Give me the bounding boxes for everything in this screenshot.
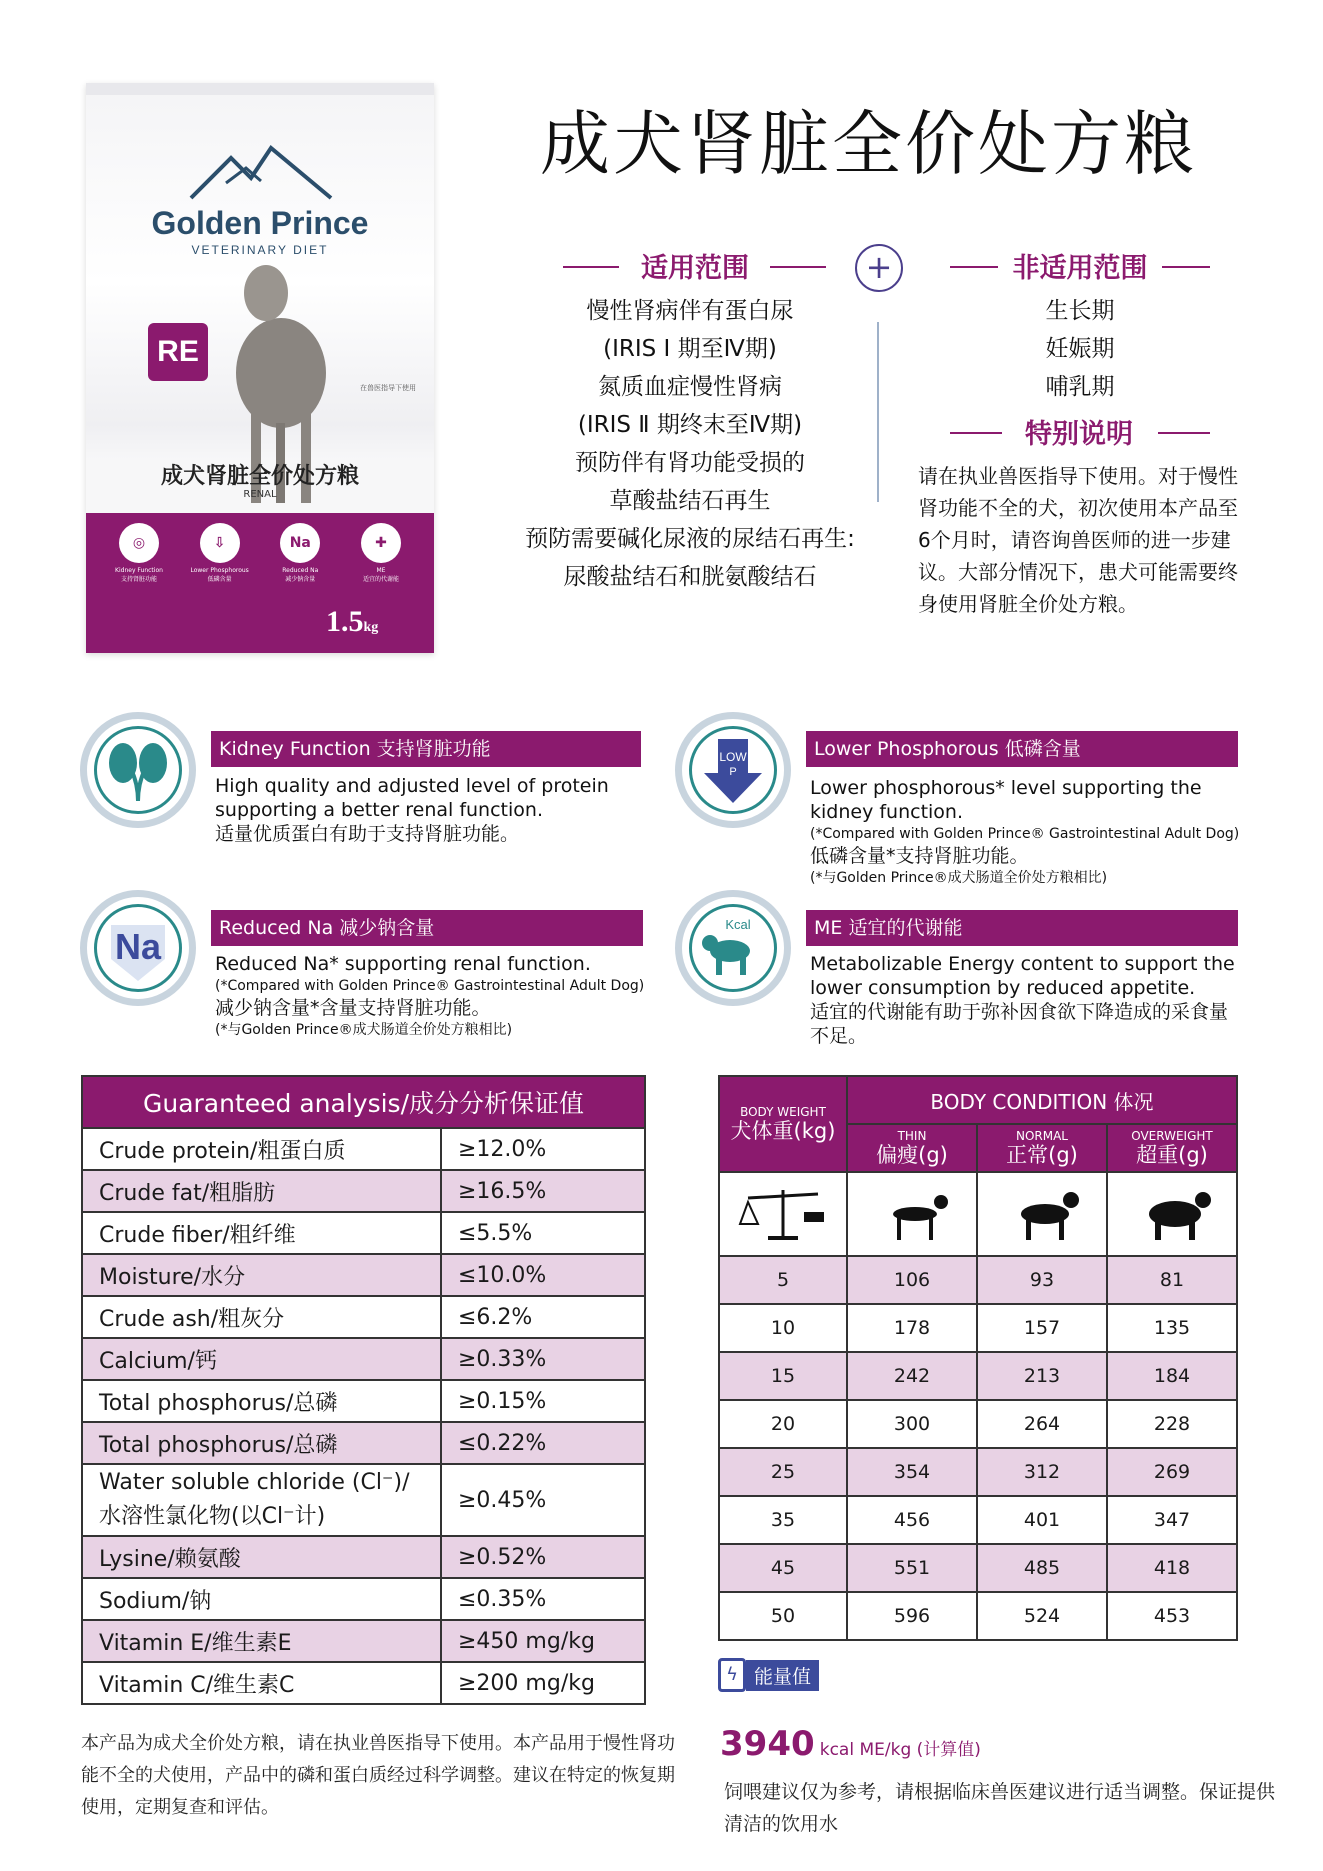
nutrient-value: ≤10.0% — [441, 1254, 645, 1296]
nutrient-value: ≥0.52% — [441, 1536, 645, 1578]
table-row — [719, 1256, 1237, 1304]
energy-number: 3940 — [720, 1724, 815, 1764]
bag-seal — [86, 83, 434, 95]
battery-icon: ϟ — [718, 1658, 746, 1692]
table-row — [82, 1170, 645, 1212]
cell: 269 — [1107, 1448, 1237, 1496]
nutrient-name: Total phosphorus/总磷 — [82, 1422, 441, 1464]
cell: 485 — [977, 1544, 1107, 1592]
scale-icon-cell — [719, 1172, 847, 1256]
feature-note: (*Compared with Golden Prince® Gastrointestinal Adult Dog) — [215, 978, 645, 994]
table-row — [82, 1662, 645, 1704]
heading-rule — [1158, 432, 1210, 434]
bag-product-title: 成犬肾脏全价处方粮 — [160, 464, 359, 489]
nutrient-value: ≥16.5% — [441, 1170, 645, 1212]
nutrient-value: ≥12.0% — [441, 1128, 645, 1170]
cell: 418 — [1107, 1544, 1237, 1592]
table-row — [82, 1464, 645, 1536]
list-item: 哺乳期 — [1045, 374, 1115, 400]
table-row — [719, 1592, 1237, 1640]
low-p-icon — [689, 726, 777, 814]
bag-feature-icons — [104, 523, 416, 583]
cell: 35 — [719, 1496, 847, 1544]
cell: 228 — [1107, 1400, 1237, 1448]
list-item: 预防需要碱化尿液的尿结石再生: — [525, 526, 855, 552]
cell: 312 — [977, 1448, 1107, 1496]
cell: 347 — [1107, 1496, 1237, 1544]
re-badge: RE — [148, 323, 208, 381]
feature-text-kidney — [215, 774, 645, 846]
heading-rule — [950, 432, 1002, 434]
feature-title-energy: ME 适宜的代谢能 — [806, 910, 1238, 946]
special-note-text: 请在执业兽医指导下使用。对于慢性肾功能不全的犬，初次使用本产品至6个月时，请咨询兽医师的进一步建议。大部分情况下，患犬可能需要终身使用肾脏全价处方粮。 — [918, 464, 1238, 616]
table-row — [719, 1400, 1237, 1448]
kcal-label: Kcal — [725, 917, 751, 932]
feature-title-sodium: Reduced Na 减少钠含量 — [211, 910, 643, 946]
bag-brand-subtitle: VETERINARY DIET — [191, 243, 329, 257]
col-en: OVERWEIGHT — [1131, 1128, 1213, 1143]
page-title: 成犬肾脏全价处方粮 — [540, 103, 1197, 185]
col-thin — [847, 1124, 977, 1172]
p-label: P — [729, 766, 737, 778]
table-row — [82, 1620, 645, 1662]
bag-icon-label: Reduced Na 减少钠含量 — [282, 567, 319, 583]
cell: 25 — [719, 1448, 847, 1496]
col-cn: 超重(g) — [1136, 1142, 1208, 1167]
sodium-icon: Na — [280, 523, 320, 563]
table-row — [719, 1304, 1237, 1352]
energy-icon: ✚ — [361, 523, 401, 563]
bag-icon-sodium — [265, 523, 335, 583]
cell: 300 — [847, 1400, 977, 1448]
cell: 264 — [977, 1400, 1107, 1448]
special-heading: 特别说明 — [1025, 419, 1133, 450]
kidney-icon — [94, 726, 182, 814]
feature-line: 适宜的代谢能有助于弥补因食欲下降造成的采食量不足。 — [810, 1001, 1229, 1047]
col-en: THIN — [897, 1128, 927, 1143]
heading-rule — [563, 266, 619, 268]
analysis-table — [81, 1075, 646, 1705]
cell: 93 — [977, 1256, 1107, 1304]
cell: 157 — [977, 1304, 1107, 1352]
nutrient-value: ≤6.2% — [441, 1296, 645, 1338]
thin-dog-cell — [847, 1172, 977, 1256]
nutrient-value: ≥0.15% — [441, 1380, 645, 1422]
weight-header — [719, 1076, 847, 1172]
table-row — [82, 1212, 645, 1254]
normal-dog-icon — [997, 1182, 1087, 1242]
table-row — [719, 1352, 1237, 1400]
table-row — [719, 1448, 1237, 1496]
table-row — [82, 1128, 645, 1170]
col-normal — [977, 1124, 1107, 1172]
na-label: Na — [114, 926, 162, 967]
nutrient-name: Crude ash/粗灰分 — [82, 1296, 441, 1338]
heading-rule — [1162, 266, 1210, 268]
list-item: 预防伴有肾功能受损的 — [575, 450, 805, 476]
kidney-feature-icon — [80, 712, 196, 828]
bag-weight — [326, 605, 378, 639]
col-overweight — [1107, 1124, 1237, 1172]
normal-dog-cell — [977, 1172, 1107, 1256]
plus-icon: + — [855, 244, 903, 292]
overweight-dog-cell — [1107, 1172, 1237, 1256]
nutrient-name: Calcium/钙 — [82, 1338, 441, 1380]
nutrient-value: ≥200 mg/kg — [441, 1662, 645, 1704]
low-phosphorus-feature-icon — [675, 712, 791, 828]
list-item: 草酸盐结石再生 — [609, 488, 771, 514]
sodium-feature-icon — [80, 890, 196, 1006]
analysis-footnote: 本产品为成犬全价处方粮，请在执业兽医指导下使用。本产品用于慢性肾功能不全的犬使用，产品中的磷和蛋白质经过科学调整。建议在特定的恢复期使用，定期复查和评估。 — [81, 1733, 675, 1818]
kidney-icon: ◎ — [119, 523, 159, 563]
feature-text-phosphorus — [810, 776, 1240, 888]
nutrient-name: Water soluble chloride (Cl⁻)/ 水溶性氯化物(以Cl⁻计) — [82, 1464, 441, 1536]
feature-line: 减少钠含量*含量支持肾脏功能。 — [215, 997, 491, 1019]
feature-line: Lower phosphorous* level supporting the kidney function. — [810, 777, 1202, 823]
list-item: 氮质血症慢性肾病 — [598, 374, 782, 400]
nutrient-name: Moisture/水分 — [82, 1254, 441, 1296]
list-item: 慢性肾病伴有蛋白尿 — [586, 298, 794, 324]
table-row — [82, 1254, 645, 1296]
cell: 20 — [719, 1400, 847, 1448]
bag-product-subtitle: RENAL — [243, 489, 277, 500]
feature-line: High quality and adjusted level of protein supporting a better renal function. — [215, 775, 609, 821]
energy-label: 能量值 — [746, 1660, 819, 1691]
kidney-icon-graphic — [97, 729, 179, 811]
feature-line: Reduced Na* supporting renal function. — [215, 953, 591, 975]
feeding-note: 饲喂建议仅为参考，请根据临床兽医建议进行适当调整。保证提供清洁的饮用水 — [724, 1781, 1276, 1835]
applicable-list — [510, 292, 870, 596]
nutrient-value: ≤5.5% — [441, 1212, 645, 1254]
nutrient-value: ≥0.33% — [441, 1338, 645, 1380]
cell: 178 — [847, 1304, 977, 1352]
cell: 354 — [847, 1448, 977, 1496]
cell: 453 — [1107, 1592, 1237, 1640]
energy-value — [720, 1724, 981, 1764]
nutrient-name: Crude fat/粗脂肪 — [82, 1170, 441, 1212]
nutrient-name: Total phosphorus/总磷 — [82, 1380, 441, 1422]
bag-icon-label: ME 适宜的代谢能 — [362, 567, 399, 583]
heading-rule — [950, 266, 998, 268]
bag-icon-phosphorus — [185, 523, 255, 583]
cell: 15 — [719, 1352, 847, 1400]
nutrient-name: Lysine/赖氨酸 — [82, 1536, 441, 1578]
cell: 551 — [847, 1544, 977, 1592]
bag-icon-label: Kidney Function 支持肾脏功能 — [115, 567, 163, 583]
feature-note: (*与Golden Prince®成犬肠道全价处方粮相比) — [215, 1022, 513, 1038]
bag-icon-energy — [346, 523, 416, 583]
cell: 184 — [1107, 1352, 1237, 1400]
cell: 456 — [847, 1496, 977, 1544]
energy-feature-icon — [675, 890, 791, 1006]
table-row — [82, 1380, 645, 1422]
mountain-logo-icon — [186, 143, 336, 203]
cell: 213 — [977, 1352, 1107, 1400]
body-condition-table — [718, 1075, 1238, 1641]
divider-line — [877, 322, 879, 502]
cell: 524 — [977, 1592, 1107, 1640]
low-label: LOW — [719, 750, 747, 764]
col-cn: 正常(g) — [1006, 1142, 1078, 1167]
not-applicable-list — [1000, 292, 1160, 406]
nutrient-name: Sodium/钠 — [82, 1578, 441, 1620]
nutrient-name: Vitamin E/维生素E — [82, 1620, 441, 1662]
table-row — [82, 1338, 645, 1380]
feature-note: (*与Golden Prince®成犬肠道全价处方粮相比) — [810, 870, 1108, 886]
feature-line: 适量优质蛋白有助于支持肾脏功能。 — [215, 823, 520, 845]
energy-unit: kcal ME/kg (计算值) — [819, 1740, 981, 1760]
analysis-heading: Guaranteed analysis/成分分析保证值 — [82, 1076, 645, 1128]
table-row — [82, 1536, 645, 1578]
list-item: (IRIS Ⅰ 期至Ⅳ期) — [603, 336, 777, 362]
bag-icon-label: Lower Phosphorous 低磷含量 — [190, 567, 249, 583]
nutrient-value: ≤0.22% — [441, 1422, 645, 1464]
energy-badge — [718, 1658, 819, 1694]
arrow-down-icon — [692, 729, 774, 811]
nutrient-name: Crude protein/粗蛋白质 — [82, 1128, 441, 1170]
cell: 50 — [719, 1592, 847, 1640]
cell: 242 — [847, 1352, 977, 1400]
col-cn: 偏瘦(g) — [876, 1142, 948, 1167]
body-condition-heading: BODY CONDITION 体况 — [847, 1076, 1237, 1124]
scale-icon — [738, 1182, 828, 1242]
weight-header-cn: 犬体重(kg) — [730, 1118, 836, 1143]
feature-text-sodium — [215, 952, 655, 1040]
feature-title-phosphorus: Lower Phosphorous 低磷含量 — [806, 731, 1238, 767]
cell: 401 — [977, 1496, 1107, 1544]
cell: 135 — [1107, 1304, 1237, 1352]
weight-header-en: BODY WEIGHT — [740, 1104, 826, 1119]
nutrient-name: Crude fiber/粗纤维 — [82, 1212, 441, 1254]
dog-kcal-icon — [692, 907, 774, 989]
not-applicable-heading: 非适用范围 — [1012, 253, 1148, 284]
list-item: 尿酸盐结石和胱氨酸结石 — [563, 564, 817, 590]
heading-rule — [770, 266, 826, 268]
table-row — [82, 1422, 645, 1464]
feature-title-kidney: Kidney Function 支持肾脏功能 — [211, 731, 641, 767]
list-item: 妊娠期 — [1045, 336, 1115, 362]
nutrient-name: Vitamin C/维生素C — [82, 1662, 441, 1704]
cell: 81 — [1107, 1256, 1237, 1304]
applicable-heading: 适用范围 — [641, 253, 749, 284]
table-row — [82, 1578, 645, 1620]
bag-vet-text: 在兽医指导下使用 — [360, 384, 416, 392]
cell: 596 — [847, 1592, 977, 1640]
col-en: NORMAL — [1015, 1128, 1068, 1143]
sodium-arrow-icon — [97, 907, 179, 989]
cell: 5 — [719, 1256, 847, 1304]
feature-text-energy — [810, 952, 1240, 1048]
bag-weight-unit: kg — [363, 620, 379, 635]
nutrient-value: ≤0.35% — [441, 1578, 645, 1620]
list-item: 生长期 — [1045, 298, 1115, 324]
table-row — [82, 1296, 645, 1338]
cell: 10 — [719, 1304, 847, 1352]
list-item: (IRIS Ⅱ 期终末至Ⅳ期) — [577, 412, 803, 438]
nutrient-value: ≥450 mg/kg — [441, 1620, 645, 1662]
table-row — [719, 1496, 1237, 1544]
thin-dog-icon — [867, 1182, 957, 1242]
feature-line: 低磷含量*支持肾脏功能。 — [810, 845, 1029, 867]
bag-weight-number: 1.5 — [326, 605, 364, 638]
nutrient-value: ≥0.45% — [441, 1464, 645, 1536]
bag-icon-kidney — [104, 523, 174, 583]
table-row — [719, 1544, 1237, 1592]
energy-dog-icon — [689, 904, 777, 992]
cell: 45 — [719, 1544, 847, 1592]
product-bag-image — [86, 83, 434, 653]
cell: 106 — [847, 1256, 977, 1304]
feature-note: (*Compared with Golden Prince® Gastrointestinal Adult Dog) — [810, 826, 1240, 842]
feature-line: Metabolizable Energy content to support the lower consumption by reduced appetite. — [810, 953, 1235, 999]
bag-brand-name: Golden Prince — [151, 205, 369, 241]
overweight-dog-icon — [1127, 1182, 1217, 1242]
sodium-icon — [94, 904, 182, 992]
arrow-down-icon: ⇩ — [200, 523, 240, 563]
